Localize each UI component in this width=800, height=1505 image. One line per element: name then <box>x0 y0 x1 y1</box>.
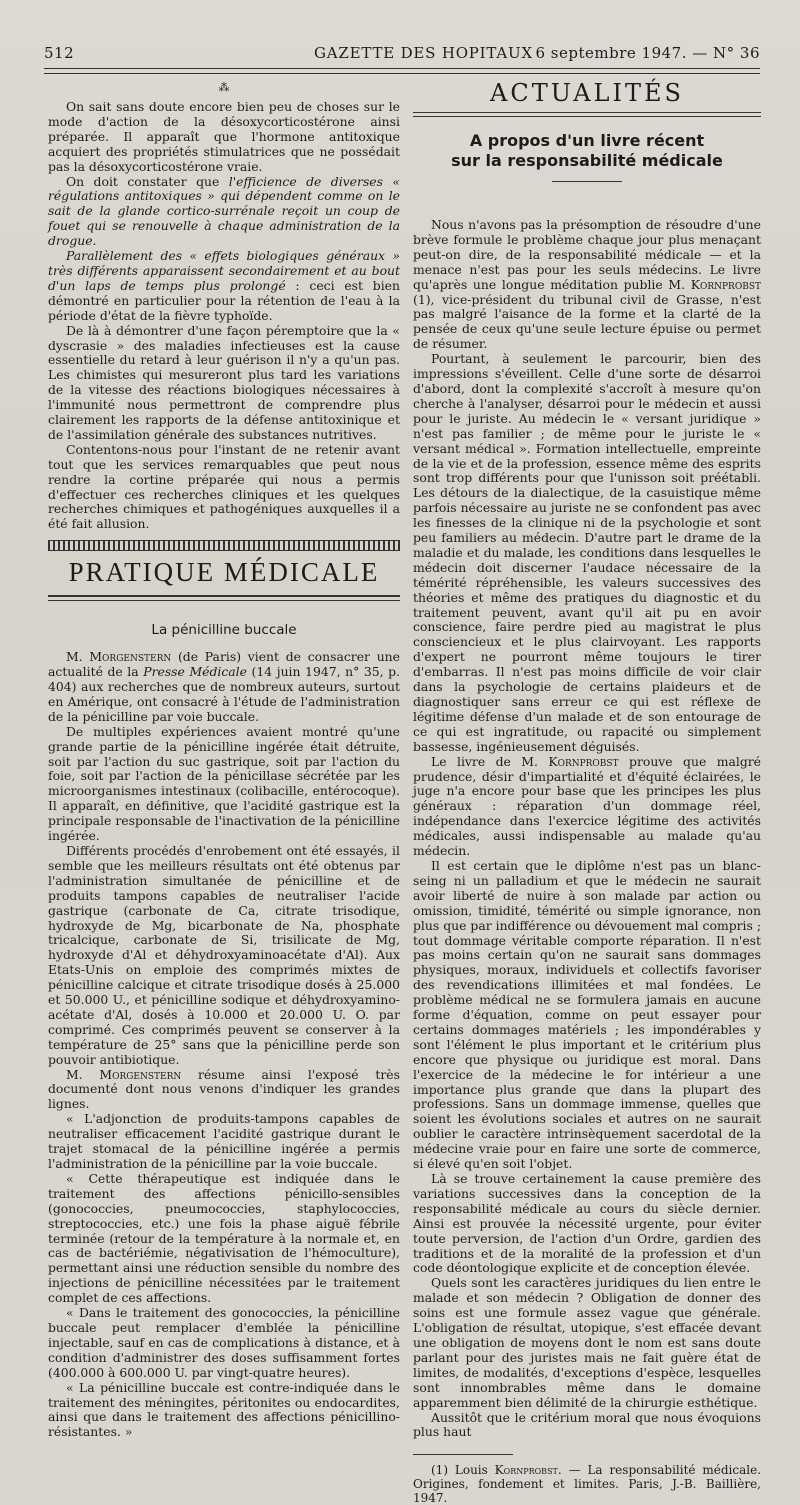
paragraph: « La pénicilline buccale est contre-indiquée dans le traitement des méningites, péritonites ou endocardites, ainsi que dans le traitement des affections pénicillino-résistantes. » <box>48 1379 400 1440</box>
issue-date: 6 septembre 1947. — N° 36 <box>535 44 760 62</box>
author-name: Kornprobst <box>548 753 619 769</box>
author-name: Kornprobst <box>494 1463 558 1478</box>
author-name: Kornprobst <box>690 276 761 292</box>
section-heading-actualites: ACTUALITÉS <box>490 79 684 107</box>
paragraph: « Dans le traitement des gonococcies, la pénicilline buccale peut remplacer d'emblée la pénicilline injectable, sauf en cas de complications à distance, et à condition d'administrer des doses suffisamment fortes (400.000 à 600.000 U. par vingt-quatre heures). <box>48 1305 400 1380</box>
text-run: M. <box>66 1066 100 1082</box>
text-run: (1) Louis <box>431 1463 495 1478</box>
footnote-rule <box>413 1454 513 1455</box>
paragraph: De là à démontrer d'une façon péremptoire que la « dyscrasie » des maladies infectieuses est la cause essentielle du retard à leur guérison il n'y a qu'un pas. Les chimistes qui mesureront plus tard les variations de la vitesse des réactions biologiques nécessaires à l'immunité nous permettront de comprendre plus clairement les rapports de la défense antitoxinique et de l'assimilation générale des substances nutritives. <box>48 322 400 442</box>
article-title: La pénicilline buccale <box>151 622 297 639</box>
italic-text: l'efficience de diverses « régulations antitoxiques » qui dépendent comme on le sait de la glande cortico-surrénale reçoit un coup de fouet qui se renouvelle à chaque administration de la drogue. <box>48 173 400 249</box>
text-run: (14 juin 1947, n° 35, p. 404) aux recherches que de nombreux auteurs, surtout en Amérique, ont consacré à l'étude de l'administration de la pénicilline par voie buccale. <box>48 664 400 724</box>
text-run: Le livre de M. <box>431 753 549 769</box>
paragraph: Là se trouve certainement la cause première des variations successives dans la conception de la responsabilité médicale au cours du siècle dernier. Ainsi est prouvée la nécessité urgente, pour éviter toute perversion, de l'action d'un Ordre, gardien des traditions et de la moralité de la profession et d'un code déontologique explicite et de conception élevée. <box>413 1171 761 1276</box>
paragraph: Aussitôt que le critérium moral que nous évoquions plus haut <box>413 1409 761 1440</box>
journal-name: GAZETTE DES HOPITAUX <box>314 44 533 62</box>
right-column <box>413 78 761 1505</box>
text-run: On doit constater que <box>66 173 229 189</box>
paragraph: De multiples expériences avaient montré qu'une grande partie de la pénicilline ingérée était détruite, soit par l'action du suc gastrique, soit par l'action du foie, soit par l'action de la pénicillase sécrétée par les microorganismes intestinaux (colibacille, entérocoque). Il apparaît, en définitive, que l'acidité gastrique est la principale responsable de l'inactivation de la pénicilline ingérée. <box>48 723 400 844</box>
article-title-line1: A propos d'un livre récent <box>469 131 705 150</box>
text-run: résume ainsi l'exposé très documenté dont nous venons d'indiquer les grandes lignes. <box>48 1066 400 1112</box>
text-run: . — La responsabilité médicale. Origines, fondement et limites. Paris, J.-B. Baillière, 1947. <box>413 1463 762 1505</box>
paragraph: Quels sont les caractères juridiques du lien entre le malade et son médecin ? Obligation de donner des soins est une formule assez vague que générale. L'obligation de résultat, utopique, s'est effacée devant une obligation de moyens dont le nom est sans doute parlant pour des juristes mais ne fait guère état de limites, de modalités, d'exceptions d'espèce, lesquelles sont innombrables même dans le domaine apparemment bien délimité de la chirurgie esthétique. <box>413 1275 761 1410</box>
section-rule <box>48 595 400 601</box>
running-head <box>44 44 760 66</box>
asterism: ⁂ <box>218 81 230 94</box>
text-run: (de Paris) vient de consacrer une actualité de la <box>48 649 400 680</box>
paragraph <box>413 218 761 352</box>
paragraph <box>48 175 400 250</box>
title-rule <box>552 181 622 182</box>
journal-ref: Presse Médicale <box>143 664 247 680</box>
section-rule <box>413 112 761 117</box>
text-run: M. <box>66 649 90 665</box>
paragraph: Il est certain que le diplôme n'est pas un blanc-seing ni un palladium et que le médecin ne saurait avoir liberté de nuire à son malade par action ou omission, timidité, témérité ou simple ignorance, non plus que par indifférence ou dévouement mal compris ; tout dommage véritable comporte réparation. Il n'est pas moins certain qu'on ne saurait sans dommages physiques, moraux, individuels et collectifs favoriser des revendications illimitées et mal fondées. Le problème médical ne se formulera jamais en aucune forme d'équation, comme on peut essayer pour certains dommages matériels ; les impondérables y sont l'élément le plus important et le critérium plus encore que physique ou juridique est moral. Dans l'exercice de la médecine le for intérieur a une importance plus grande que dans la plupart des professions. Sans un dommage immense, quelles que soient les évolutions sociales et autres on ne saurait oublier le caractère intrinsèquement sacerdotal de la médecine vraie pour en faire une sorte de commerce, si élevé qu'en soit l'objet. <box>413 857 761 1172</box>
paragraph: Différents procédés d'enrobement ont été essayés, il semble que les meilleurs résultats ont été obtenus par l'administration simultanée de pénicilline et de produits tampons capables de neutraliser l'acide gastrique (carbonate de Ca, citrate trisodique, hydroxyde de Mg, bicarbonate de Na, phosphate tricalcique, carbonate de Si, trisilicate de Mg, hydroxyde d'Al et déhydroxyaminoacétate d'Al). Aux Etats-Unis on emploie des comprimés mixtes de pénicilline calcique et citrate trisodique dosés à 25.000 et 50.000 U., et pénicilline sodique et déhydroxyamino-acétate d'Al, dosés à 10.000 et 20.000 U. O. par comprimé. Ces comprimés peuvent se conserver à la température de 25° sans que la pénicilline perde son pouvoir antibiotique. <box>48 842 400 1067</box>
left-column <box>48 78 400 1440</box>
paragraph: « L'adjonction de produits-tampons capables de neutraliser efficacement l'acidité gastrique durant le trajet stomacal de la pénicilline ingérée a permis l'administration de la pénicilline par la voie buccale. <box>48 1111 400 1171</box>
text-run: : ceci est bien démontré en particulier pour la rétention de l'eau à la période d'état de la fièvre typhoïde. <box>48 277 400 323</box>
paragraph <box>413 755 761 859</box>
paragraph <box>48 249 400 324</box>
paragraph <box>48 1068 400 1113</box>
ornamental-rule <box>48 540 400 551</box>
paragraph: On sait sans doute encore bien peu de choses sur le mode d'action de la désoxycorticostérone ainsi préparée. Il apparaît que l'hormone antitoxique acquiert des propriétés stimulatrices que ne possédait pas la désoxycorticostérone vraie. <box>48 99 400 174</box>
paragraph <box>48 650 400 725</box>
paragraph: « Cette thérapeutique est indiquée dans le traitement des affections pénicillo-sensibles (gonococcies, pneumococcies, staphylococcies, streptococcies, etc.) une fois la phase aiguë fébrile terminée (retour de la température à la normale et, en cas de bactériémie, négativisation de l'hémoculture), permettant ainsi une réduction sensible du nombre des injections de pénicilline nécessitées par le traitement complet de ces affections. <box>48 1170 400 1306</box>
paragraph: Contentons-nous pour l'instant de ne retenir avant tout que les services remarquables que peut nous rendre la cortine préparée qui nous a permis d'effectuer ces recherches cliniques et les quelques recherches chimiques et pathogéniques auxquelles il a été fait allusion. <box>48 441 400 532</box>
author-name: Morgenstern <box>99 1066 182 1082</box>
footnote <box>413 1463 761 1505</box>
paragraph: Pourtant, à seulement le parcourir, bien des impressions s'éveillent. Celle d'une sorte de désarroi d'abord, dont la complexité s'accroît à mesure qu'on cherche à l'analyser, désarroi pour le médecin et aussi pour le juriste. Au médecin le « versant juridique » n'est pas familier ; de même pour le juriste le « versant médical ». Formation intellectuelle, empreinte de la vie et de la profession, essence même des esprits sont trop différents pour que l'unisson soit préétabli. Les détours de la dialectique, de la casuistique même parfois nécessaire au juriste ne se confondent pas avec les finesses de la clinique ni de la psychologie et sont peu familiers au médecin. D'autre part le drame de la maladie et du malade, les conditions dans lesquelles le médecin doit discerner l'audace nécessaire de la témérité répréhensible, les valeurs successives des théories et même des pratiques du diagnostic et du traitement peuvent, avant qu'il ait pu en avoir conscience, faire perdre pied au magistrat le plus consciencieux et le plus clairvoyant. Les rapports d'expert ne pourront même toujours le tirer d'embarras. Il n'est pas moins difficile de voir clair dans la psychologie de certains plaideurs et de diagnostiquer sans erreur ce qui est réflexe de légitime défense d'un malade et de son entourage de ce qui est ingratitude, ou rapacité ou simplement bassesse, ingénieusement déguisés. <box>413 351 761 754</box>
author-name: Morgenstern <box>89 649 172 665</box>
text-run: prouve que malgré prudence, désir d'impartialité et d'équité éclairées, le juge n'a encore pour base que les principes les plus généraux : réparation d'un dommage réel, indépendance dans l'exercice légitime des activités médicales, aussi indispensable au malade qu'au médecin. <box>413 753 762 859</box>
page-number: 512 <box>44 44 75 62</box>
text-run: (1), vice-président du tribunal civil de Grasse, n'est pas malgré l'aisance de la forme et la clarté de la pensée de ceux qu'une seule lecture épuise ou permet de résumer. <box>413 291 761 352</box>
section-heading-pratique: PRATIQUE MÉDICALE <box>68 557 380 588</box>
italic-text: Parallèlement des « effets biologiques généraux » très différents apparaissent secondairement et au bout d'un laps de temps plus prolongé <box>48 248 400 293</box>
header-rule <box>44 68 760 74</box>
text-run: Nous n'avons pas la présomption de résoudre d'une brève formule le problème chaque jour plus menaçant peut-on dire, de la responsabilité médicale — et la menace n'est pas pour les seuls médecins. Le livre qu'après une longue méditation publie M. <box>413 217 761 292</box>
article-title-line2: sur la responsabilité médicale <box>451 151 723 170</box>
